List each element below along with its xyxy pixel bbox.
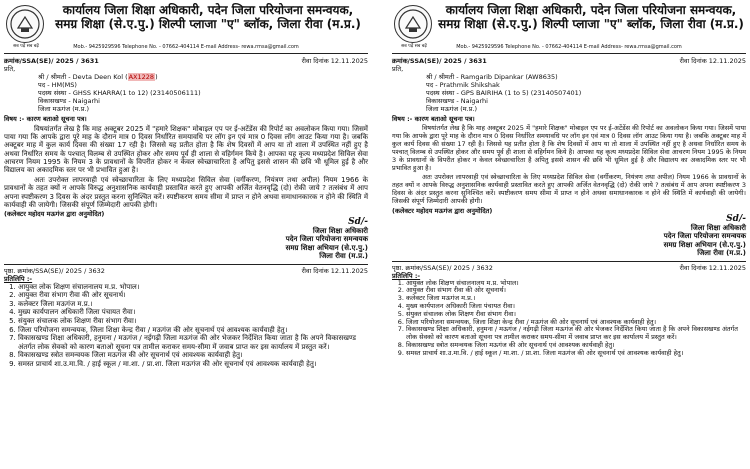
list-item: 5. संयुक्त संचालक लोक शिक्षण रीवा संभाग रीवा। bbox=[18, 317, 368, 326]
reference-number: क्रमांक/SSA(SE)/ 2025 / 3631 bbox=[4, 57, 99, 65]
addressee-block: विकासखण्ड - Naigarhi bbox=[426, 97, 488, 105]
section-divider bbox=[4, 264, 368, 265]
approval-note: (कलेक्टर महोदय मऊगंज द्वारा अनुमोदित) bbox=[392, 207, 493, 216]
addressee-school: पदस्थ संस्था - GPS BAIRIHA (1 to 5) (23140507401) bbox=[426, 89, 582, 97]
notice-page-left bbox=[0, 0, 372, 469]
addressee-district: जिला मऊगंज (म.प्र.) bbox=[426, 105, 477, 113]
reference-row bbox=[392, 57, 746, 65]
copy-to-label: प्रतिलिपि :- bbox=[4, 274, 33, 283]
emblem-logo-icon bbox=[394, 5, 432, 43]
endorsement-date: रीवा दिनांक 12.11.2025 bbox=[301, 266, 368, 275]
signatory-title-1: जिला शिक्षा अधिकारी bbox=[312, 226, 368, 235]
approval-note: (कलेक्टर महोदय मऊगंज द्वारा अनुमोदित) bbox=[4, 210, 105, 219]
copy-list bbox=[4, 283, 368, 369]
list-item: 7. विकासखण्ड शिक्षा अधिकारी, हनुमना / मऊगंज / नईगढ़ी जिला मऊगंज की ओर भेजकर निर्देशित किया जाता है कि अपने विकासखण्ड अंतर्गत लोक सेवको को कारण बताओ सूचना पत्र तामील कराकर समय-सीमा में जवाब प्राप्त कर इस कार्यालय में प्रस्तुत करें। bbox=[406, 326, 746, 342]
endorsement-reference: पृष्ठा. क्रमांक/SSA(SE)/ 2025 / 3632 bbox=[4, 266, 105, 275]
list-item: 8. विकासखण्ड स्त्रोत समन्वयक जिला मऊगंज की ओर सूचनार्थ एवं आवश्यक कार्यवाही हेतु। bbox=[406, 342, 746, 350]
list-item: 4. मुख्य कार्यपालन अधिकारी जिला पंचायत रीवा। bbox=[18, 308, 368, 317]
signature-block bbox=[4, 218, 368, 261]
body-paragraph-2: अतः उपरोक्त लापरवाही एवं स्वेच्छाचारिता के लिए मध्यप्रदेश सिविल सेवा (वर्गीकरण, नियंत्रण तथा अपील) नियम 1966 के प्रावधानों के तहत क्यों न आपके विरुद्ध अनुशासनिक कार्यवाही प्रस्तावित करते हुए आपकी अर्जित वेतनवृद्धि (दो) रोकी जाये ? तत्संबंध में आप अपना स्पष्टीकरण 3 दिवस के अंदर प्रस्तुत करना सुनिश्चित करें। स्पष्टीकरण समय सीमा में प्राप्त न होने अथवा समाधानकारक न होने की स्थिति में कार्यवाही की जायेगी। जिसकी संपूर्ण जिम्मेदारी आपकी होगी। bbox=[4, 176, 368, 209]
office-title-line1: कार्यालय जिला शिक्षा अधिकारी, पदेन जिला परियोजना समन्वयक, bbox=[445, 3, 737, 17]
logo-caption: सब पढ़ें सब बढ़ें bbox=[13, 44, 39, 49]
signatory-title-4: जिला रीवा (म.प्र.) bbox=[697, 249, 746, 258]
list-item: 9. समस्त प्राचार्य शा.उ.मा.वि. / हाई स्कूल / मा.शा. / प्रा.शा. जिला मऊगंज की ओर सूचनार्थ एवं आवश्यक कार्यवाही हेतु। bbox=[18, 360, 368, 369]
addressee-post: पद - Prathmik Shikshak bbox=[426, 81, 500, 89]
addressee-name: श्री / श्रीमती - Ramgarib Dipankar (AW8635) bbox=[426, 73, 558, 81]
list-item: 6. जिला परियोजना समन्वयक, जिला शिक्षा केन्द्र रीवा / मऊगंज की ओर सूचनार्थ एवं आवश्यक कार्यवाही हेतु। bbox=[406, 319, 746, 327]
letterhead bbox=[4, 3, 368, 54]
letter-date: रीवा दिनांक 12.11.2025 bbox=[679, 57, 746, 65]
endorsement-date: रीवा दिनांक 12.11.2025 bbox=[679, 263, 746, 272]
endorsement-reference-row bbox=[392, 264, 746, 272]
body-paragraph-1: विषयांतर्गत लेख है कि माह अक्टूबर 2025 में "हमारे शिक्षक" मोबाइल एप पर ई-अटेंडेंस की रिपोर्ट का अवलोकन किया गया। जिसमें पाया गया कि आपके द्वारा पूरे माह के दौरान मात्र 0 दिवस निर्धारित समयावधि पर लॉग इन एवं मात्र 0 दिवस लॉग आउट किया गया है। जबकि अक्टूबर माह में कुल कार्य दिवस की संख्या 17 रही है। जिससे यह प्रतीत होता है कि शेष दिवसों में आप या तो शाला में उपस्थित नहीं हुए है अथवा निर्धारित समय के पश्चात् विलम्ब से उपस्थित होकर और समय पूर्व ही शाला से वहिर्गमन किये है। आपका यह कृत्य मध्यप्रदेश सिविल सेवा आचरण नियम 1995 के नियम 3 के प्रावधानों के विपरीत होकर न केवल स्वेच्छाचारिता है अपितु इससे शासन की छवि भी धूमिल हुई है और विद्यालय का अकादमिक स्तर पर भी प्रभावित हुआ है। bbox=[4, 125, 368, 175]
signature-scribble: Sd/- bbox=[726, 214, 746, 225]
page-gap bbox=[372, 0, 386, 469]
list-item: 5. संयुक्त संचालक लोक शिक्षण रीवा संभाग रीवा। bbox=[406, 311, 746, 319]
signatory-title-1: जिला शिक्षा अधिकारी bbox=[690, 223, 746, 232]
signatory-title-3: समग्र शिक्षा अभियान (से.ए.पु.) bbox=[663, 240, 746, 249]
office-title-line2: समग्र शिक्षा (से.ए.पु.) शिल्पी प्लाजा "ए" ब्लॉक, जिला रीवा (म.प्र.) bbox=[55, 17, 361, 31]
endorsement-reference: पृष्ठा. क्रमांक/SSA(SE)/ 2025 / 3632 bbox=[392, 263, 493, 272]
signatory-title-4: जिला रीवा (म.प्र.) bbox=[319, 252, 368, 261]
letterhead bbox=[392, 3, 746, 54]
addressee-block: विकासखण्ड - Naigarhi bbox=[38, 97, 100, 105]
copy-list bbox=[392, 280, 746, 358]
list-item: 3. कलेक्टर जिला मऊगंज म.प्र.। bbox=[18, 300, 368, 309]
signature-block bbox=[392, 215, 746, 258]
addressee-post: पद - HM(MS) bbox=[38, 81, 77, 89]
employee-code-highlight: AX1228 bbox=[128, 73, 155, 81]
list-item: 1. आयुक्त लोक शिक्षण संचालनालय म.प्र. भोपाल। bbox=[18, 283, 368, 292]
letter-date: रीवा दिनांक 12.11.2025 bbox=[301, 57, 368, 65]
signatory-title-2: पदेन जिला परियोजना समन्वयक bbox=[663, 232, 746, 241]
body-paragraph-2: अतः उपरोक्त लापरवाही एवं स्वेच्छाचारिता के लिए मध्यप्रदेश सिविल सेवा (वर्गीकरण, नियंत्रण तथा अपील) नियम 1966 के प्रावधानों के तहत क्यों न आपके विरुद्ध अनुशासनिक कार्यवाही प्रस्तावित करते हुए आपकी अर्जित वेतनवृद्धि (दो) रोकी जाये ? तत्संबंध में आप अपना स्पष्टीकरण 3 दिवस के अंदर प्रस्तुत करना सुनिश्चित करें। स्पष्टीकरण समय सीमा में प्राप्त न होने अथवा समाधानकारक न होने की स्थिति में कार्यवाही की जायेगी। जिसकी संपूर्ण जिम्मेदारी आपकी होगी। bbox=[392, 173, 746, 206]
reference-row bbox=[4, 57, 368, 65]
prati-label: प्रति, bbox=[392, 65, 404, 73]
reference-number: क्रमांक/SSA(SE)/ 2025 / 3631 bbox=[392, 57, 487, 65]
notice-page-right bbox=[386, 0, 750, 469]
signature-scribble: Sd/- bbox=[348, 217, 368, 228]
subject-line: विषय :- कारण बताओ सूचना पत्र। bbox=[4, 115, 87, 123]
addressee-name: श्री / श्रीमती - Devta Deen Kol (AX1228) bbox=[38, 73, 158, 81]
section-divider bbox=[392, 261, 746, 262]
list-item: 4. मुख्य कार्यपालन अधिकारी जिला पंचायत रीवा। bbox=[406, 303, 746, 311]
copy-to-label: प्रतिलिपि :- bbox=[392, 271, 421, 280]
subject-line: विषय :- कारण बताओ सूचना पत्र। bbox=[392, 115, 475, 123]
prati-label: प्रति, bbox=[4, 65, 16, 73]
office-contact-line: Mob.- 9425929596 Telephone No. - 07662-404114 E-mail Address- rewa.rmsa@gmail.com bbox=[456, 44, 682, 50]
list-item: 7. विकासखण्ड शिक्षा अधिकारी, हनुमना / मऊगंज / नईगढ़ी जिला मऊगंज की ओर भेजकर निर्देशित किया जाता है कि अपने विकासखण्ड अंतर्गत लोक सेवको को कारण बताओ सूचना पत्र तामील कराकर समय-सीमा में जवाब प्राप्त कर इस कार्यालय में प्रस्तुत करें। bbox=[18, 334, 368, 351]
signatory-title-2: पदेन जिला परियोजना समन्वयक bbox=[285, 235, 368, 244]
office-contact-line: Mob.- 9425929596 Telephone No. - 07662-404114 E-mail Address- rewa.rmsa@gmail.com bbox=[73, 44, 299, 50]
list-item: 1. आयुक्त लोक शिक्षण संचालनालय म.प्र. भोपाल। bbox=[406, 280, 746, 288]
addressee-school: पदस्थ संस्था - GHSS KHARRA(1 to 12) (23140506111) bbox=[38, 89, 201, 97]
endorsement-reference-row bbox=[4, 267, 368, 275]
addressee-district: जिला मऊगंज (म.प्र.) bbox=[38, 105, 89, 113]
signatory-title-3: समग्र शिक्षा अभियान (से.ए.पु.) bbox=[285, 243, 368, 252]
list-item: 3. कलेक्टर जिला मऊगंज म.प्र.। bbox=[406, 295, 746, 303]
list-item: 2. आयुक्त रीवा संभाग रीवा की ओर सूचनार्थ। bbox=[406, 287, 746, 295]
office-title-line2: समग्र शिक्षा (से.ए.पु.) शिल्पी प्लाजा "ए" ब्लॉक, जिला रीवा (म.प्र.) bbox=[438, 17, 744, 31]
list-item: 8. विकासखण्ड स्त्रोत समन्वयक जिला मऊगंज की ओर सूचनार्थ एवं आवश्यक कार्यवाही हेतु। bbox=[18, 351, 368, 360]
body-paragraph-1: विषयांतर्गत लेख है कि माह अक्टूबर 2025 में "हमारे शिक्षक" मोबाइल एप पर ई-अटेंडेंस की रिपोर्ट का अवलोकन किया गया। जिसमें पाया गया कि आपके द्वारा पूरे माह के दौरान मात्र 0 दिवस निर्धारित समयावधि पर लॉग इन एवं मात्र 0 दिवस लॉग आउट किया गया है। जबकि अक्टूबर माह में कुल कार्य दिवस की संख्या 17 रही है। जिससे यह प्रतीत होता है कि शेष दिवसों में आप या तो शाला में उपस्थित नहीं हुए है अथवा निर्धारित समय के पश्चात् विलम्ब से उपस्थित होकर और समय पूर्व ही शाला से वहिर्गमन किये है। आपका यह कृत्य मध्यप्रदेश सिविल सेवा आचरण नियम 1995 के नियम 3 के प्रावधानों के विपरीत होकर न केवल स्वेच्छाचारिता है अपितु इससे शासन की छवि भी धूमिल हुई है और विद्यालय का अकादमिक स्तर पर भी प्रभावित हुआ है। bbox=[392, 124, 746, 172]
list-item: 6. जिला परियोजना समन्वयक, जिला शिक्षा केन्द्र रीवा / मऊगंज की ओर सूचनार्थ एवं आवश्यक कार्यवाही हेतु। bbox=[18, 326, 368, 335]
list-item: 2. आयुक्त रीवा संभाग रीवा की ओर सूचनार्थ। bbox=[18, 291, 368, 300]
office-title-line1: कार्यालय जिला शिक्षा अधिकारी, पदेन जिला परियोजना समन्वयक, bbox=[62, 3, 354, 17]
emblem-logo-icon bbox=[6, 5, 44, 43]
list-item: 9. समस्त प्राचार्य शा.उ.मा.वि. / हाई स्कूल / मा.शा. / प्रा.शा. जिला मऊगंज की ओर सूचनार्थ एवं आवश्यक कार्यवाही हेतु। bbox=[406, 350, 746, 358]
logo-caption: सब पढ़ें सब बढ़ें bbox=[401, 44, 427, 49]
